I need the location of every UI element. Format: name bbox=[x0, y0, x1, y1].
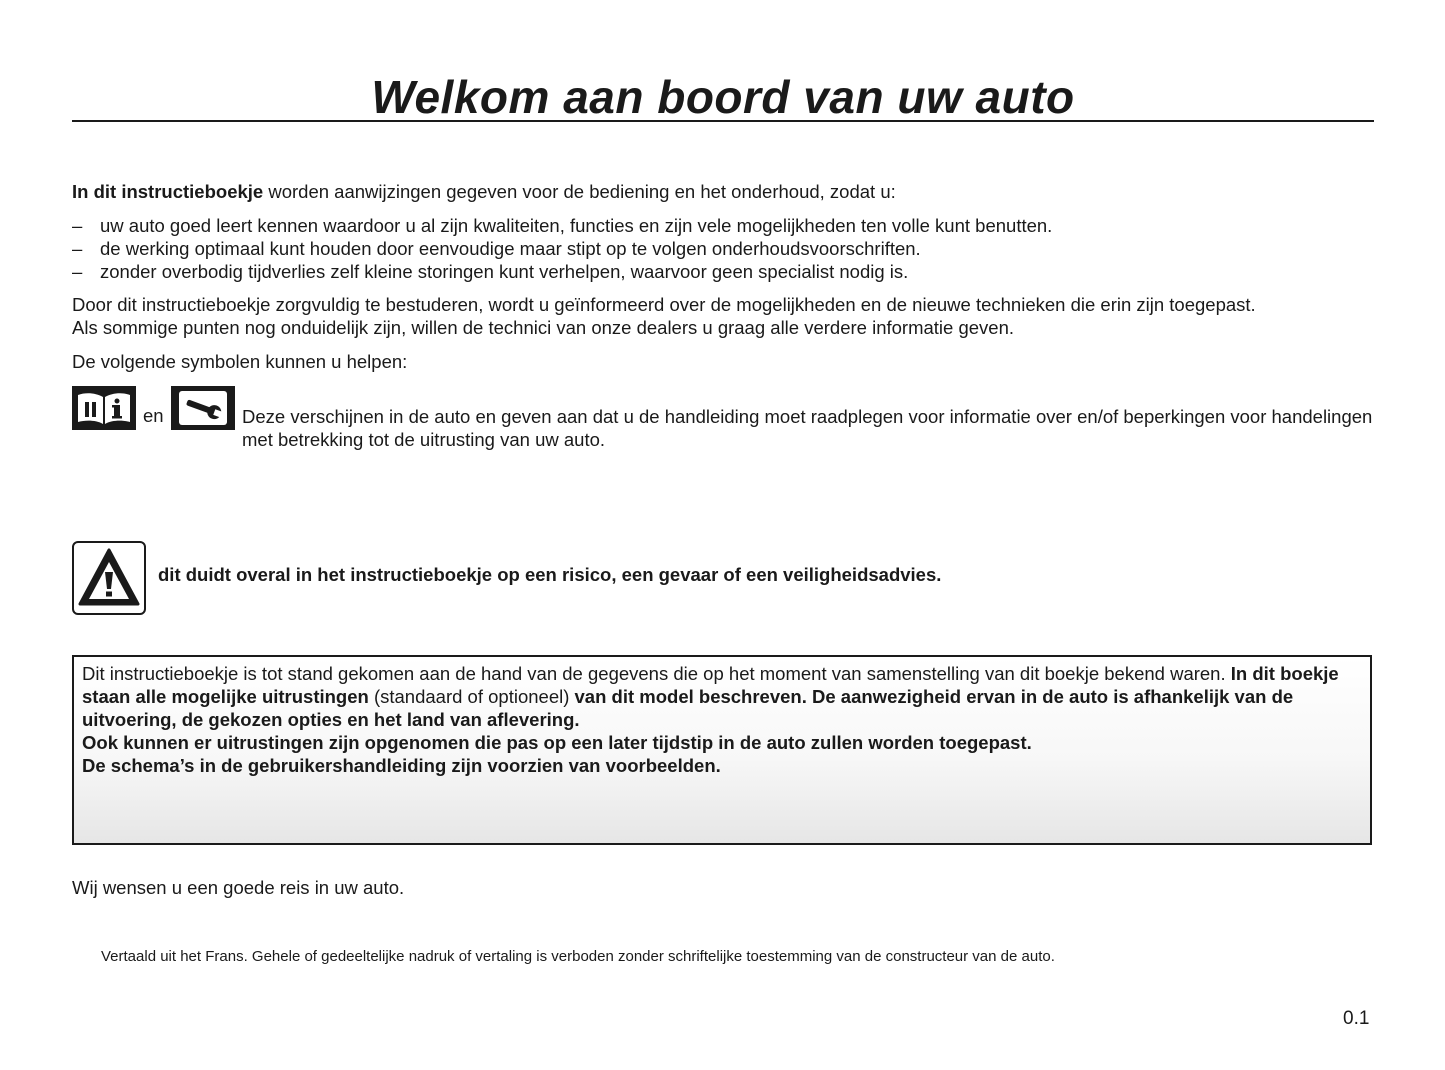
info-paragraph bbox=[72, 293, 1374, 339]
bullet-text: de werking optimaal kunt houden door eenvoudige maar stipt op te volgen onderhoudsvoorschriften. bbox=[100, 238, 921, 259]
info-line-1: Door dit instructieboekje zorgvuldig te bestuderen, wordt u geïnformeerd over de mogelijkheden en de nieuwe technieken die erin zijn toegepast. bbox=[72, 294, 1256, 315]
bullet-text: uw auto goed leert kennen waardoor u al zijn kwaliteiten, functies en zijn vele mogelijkheden ten volle kunt benutten. bbox=[100, 215, 1053, 236]
intro-text: worden aanwijzingen gegeven voor de bediening en het onderhoud, zodat u: bbox=[263, 181, 896, 202]
symbols-intro: De volgende symbolen kunnen u helpen: bbox=[72, 351, 408, 372]
warning-text: dit duidt overal in het instructieboekje op een risico, een gevaar of een veiligheidsadvies. bbox=[158, 564, 942, 585]
wrench-icon bbox=[171, 386, 235, 430]
bullet-text: zonder overbodig tijdverlies zelf kleine storingen kunt verhelpen, waarvoor geen specialist nodig is. bbox=[100, 261, 909, 282]
translation-footnote: Vertaald uit het Frans. Gehele of gedeeltelijke nadruk of vertaling is verboden zonder schriftelijke toestemming van de constructeur van de auto. bbox=[101, 948, 1055, 965]
bullet-list bbox=[72, 214, 1374, 283]
bullet-dash: – bbox=[72, 215, 83, 236]
notice-bold-3: Ook kunnen er uitrustingen zijn opgenomen die pas op een later tijdstip in de auto zullen worden toegepast. bbox=[82, 732, 1032, 753]
notice-bold-1: In dit boekje staan alle mogelijke uitrustingen bbox=[82, 663, 1339, 707]
title-rule bbox=[72, 64, 1374, 122]
book-info-icon bbox=[72, 386, 136, 430]
list-item bbox=[72, 260, 1374, 283]
notice-normal-2: (standaard of optioneel) bbox=[368, 686, 575, 707]
page-title: Welkom aan boord van uw auto bbox=[371, 71, 1075, 123]
list-item bbox=[72, 214, 1374, 237]
intro-paragraph bbox=[72, 180, 1374, 203]
symbols-description: Deze verschijnen in de auto en geven aan dat u de handleiding moet raadplegen voor informatie over en/of beperkingen voor handelingen met betrekking tot de uitrusting van uw auto. bbox=[242, 406, 1373, 450]
page-number: 0.1 bbox=[1343, 1008, 1370, 1029]
warning-triangle-icon bbox=[72, 541, 146, 615]
bullet-dash: – bbox=[72, 238, 83, 259]
notice-box bbox=[72, 655, 1372, 845]
notice-bold-2: van dit model beschreven. De aanwezigheid ervan in de auto is afhankelijk van de uitvoering, de gekozen opties en het land van aflevering. bbox=[82, 686, 1294, 730]
notice-normal-1: Dit instructieboekje is tot stand gekomen aan de hand van de gegevens die op het moment van samenstelling van dit boekje bekend waren. bbox=[82, 663, 1231, 684]
intro-bold: In dit instructieboekje bbox=[72, 181, 264, 202]
bullet-dash: – bbox=[72, 261, 83, 282]
symbols-conjunction: en bbox=[143, 405, 164, 426]
info-line-2: Als sommige punten nog onduidelijk zijn, willen de technici van onze dealers u graag alle verdere informatie geven. bbox=[72, 317, 1014, 338]
list-item bbox=[72, 237, 1374, 260]
notice-bold-4: De schema’s in de gebruikershandleiding zijn voorzien van voorbeelden. bbox=[82, 755, 721, 776]
notice-text bbox=[82, 662, 1362, 777]
closing-wish: Wij wensen u een goede reis in uw auto. bbox=[72, 877, 405, 898]
